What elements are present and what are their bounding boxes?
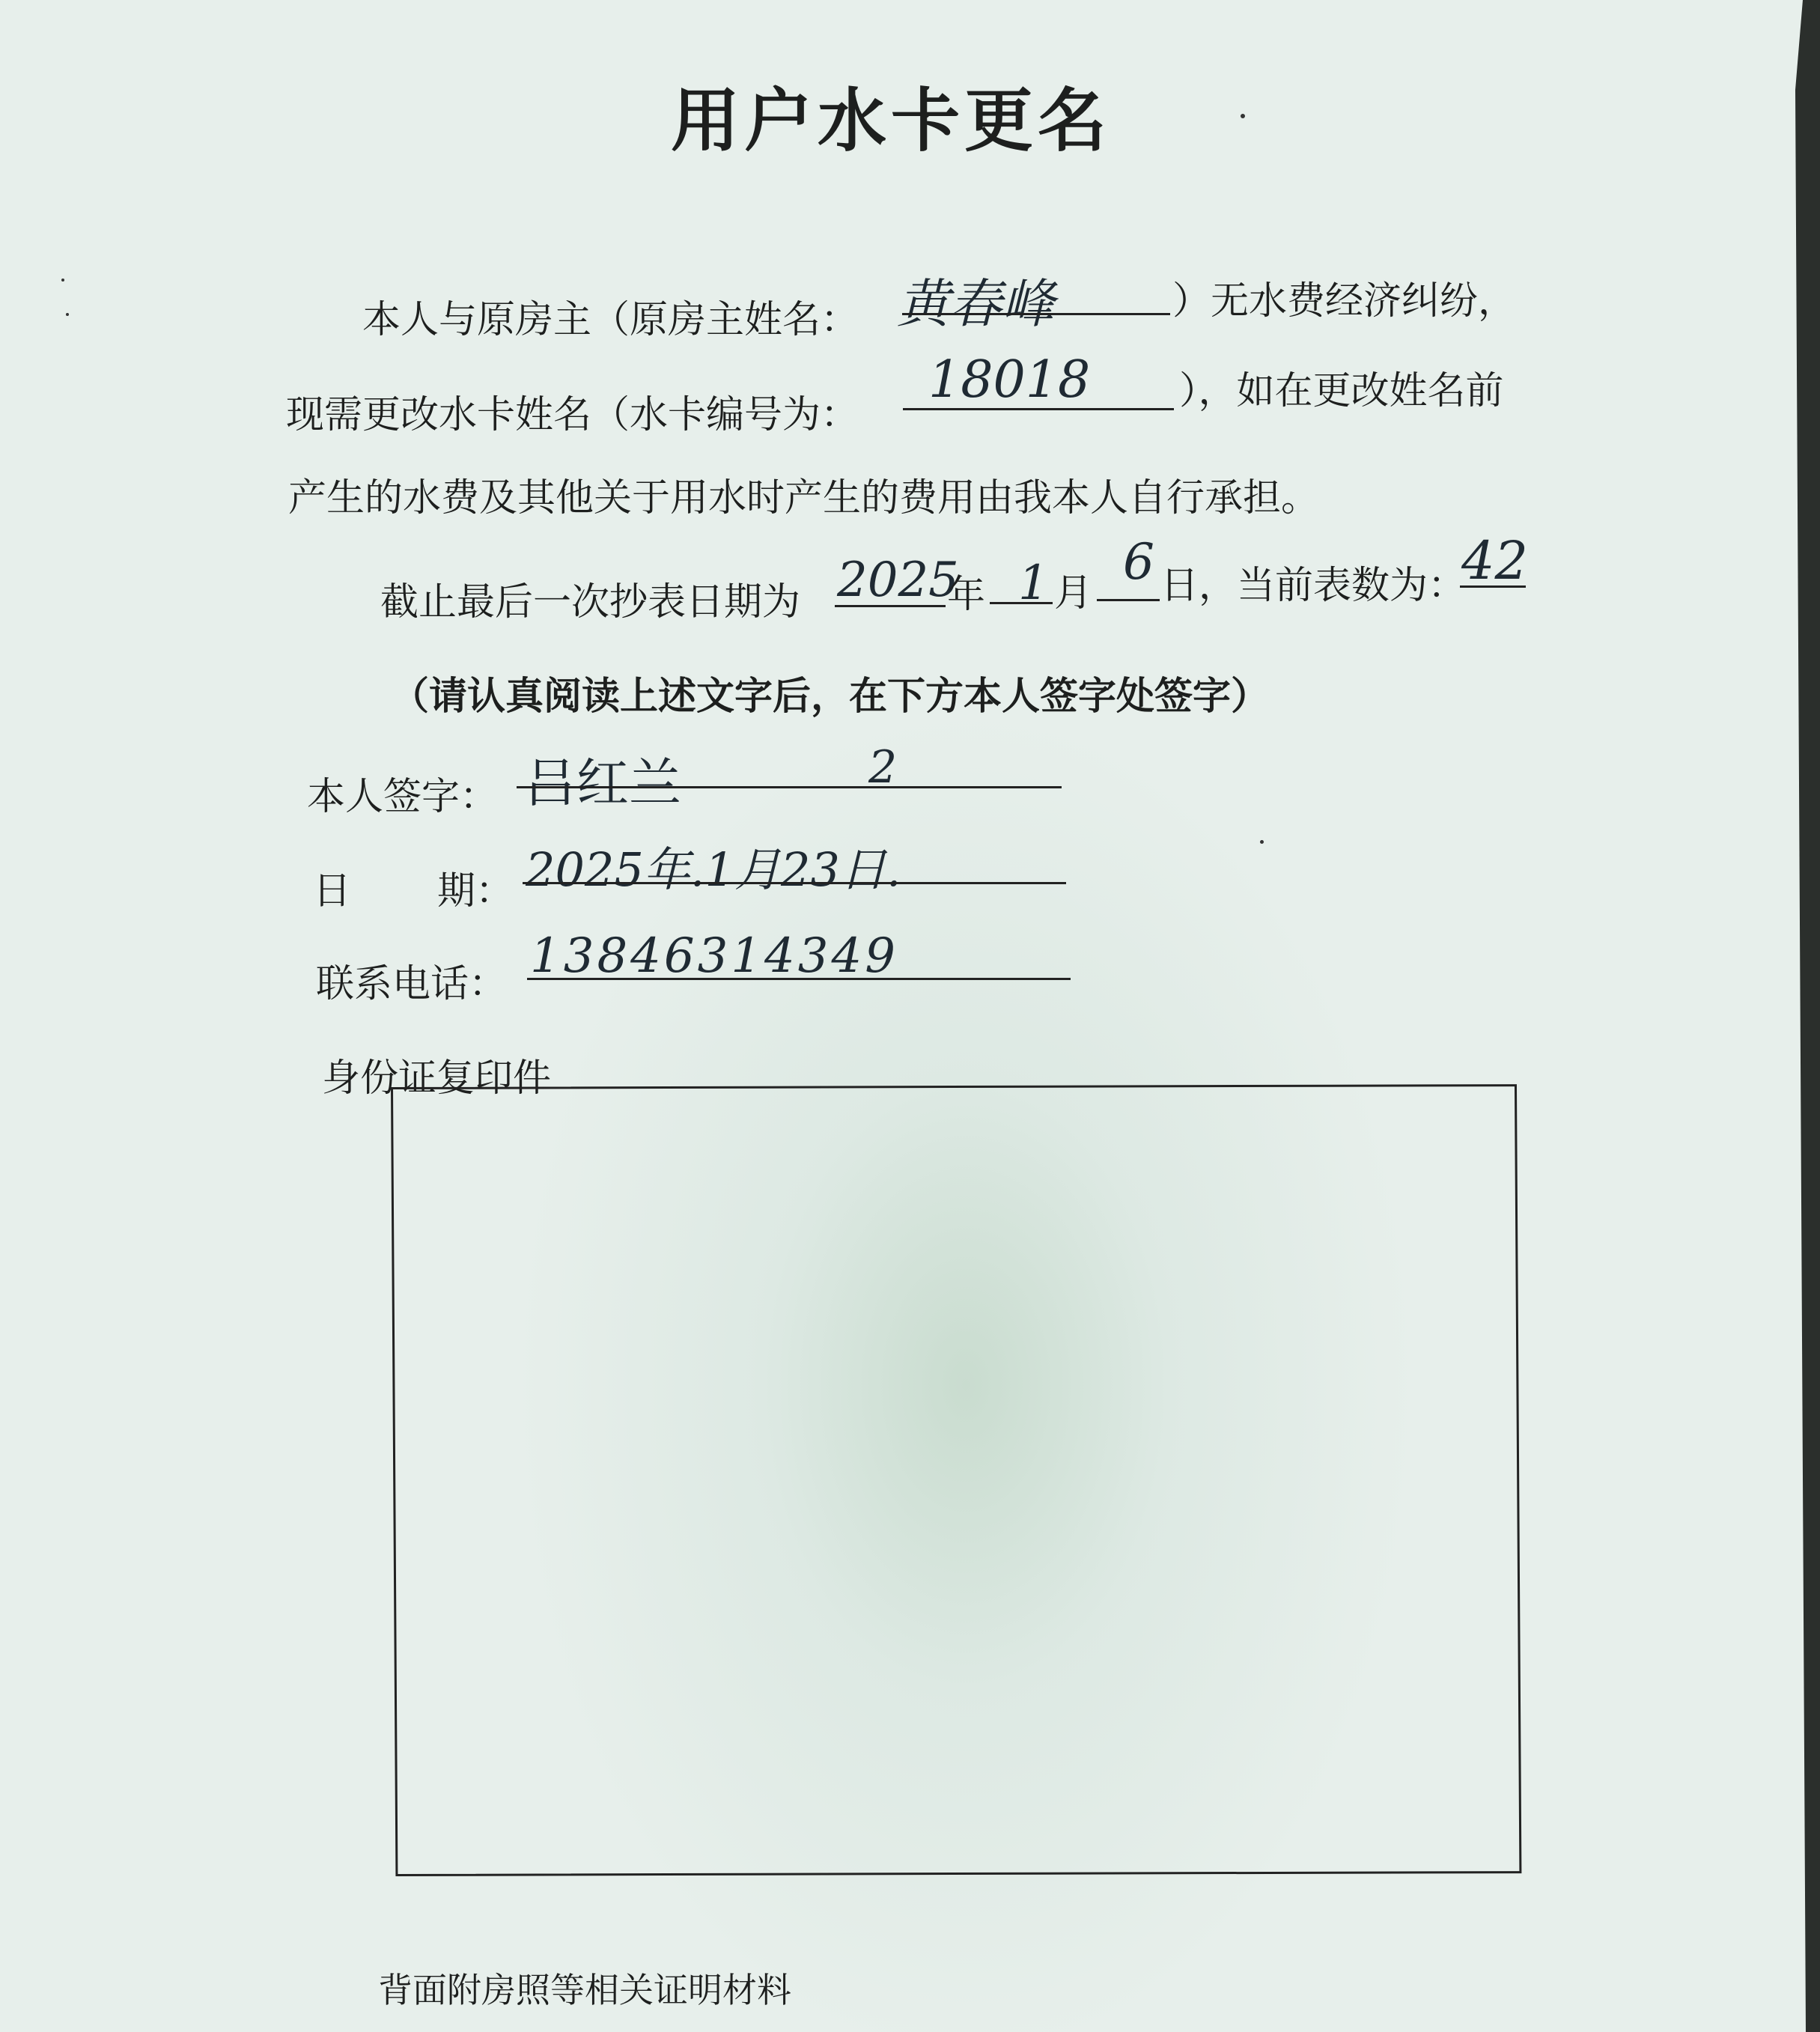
date-label-second-part: 期：: [437, 869, 514, 913]
owner-declaration-prefix: 本人与原房主（原房主姓名：: [362, 298, 859, 342]
phone-handwritten: 13846314349: [530, 928, 898, 984]
id-copy-box: [391, 1084, 1521, 1876]
page-title: 用户水卡更名: [670, 81, 1111, 161]
speck-mark: [1241, 114, 1245, 118]
meter-reading-underline: [1460, 585, 1526, 588]
meter-month-unit: 月: [1054, 571, 1093, 615]
card-number-handwritten: 18018: [928, 350, 1091, 410]
speck-mark: [61, 279, 64, 282]
card-number-prefix: 现需更改水卡姓名（水卡编号为：: [286, 393, 859, 437]
speck-mark: [1260, 840, 1264, 844]
owner-declaration-suffix: ）无水费经济纠纷，: [1172, 279, 1517, 323]
date-handwritten: 2025年.1月23日.: [526, 842, 901, 897]
responsibility-statement: 产生的水费及其他关于用水时产生的费用由我本人自行承担。: [288, 476, 1320, 520]
signature-underline: [517, 786, 1062, 788]
owner-name-handwritten: 黄春峰: [897, 273, 1054, 335]
meter-year-unit: 年: [947, 573, 986, 617]
footer-note: 背面附房照等相关证明材料: [378, 1970, 791, 2010]
meter-year-underline: [835, 605, 946, 607]
signature-label: 本人签字：: [307, 775, 499, 819]
date-underline: [523, 882, 1066, 884]
speck-mark: [66, 313, 69, 316]
owner-name-underline: [902, 313, 1170, 315]
signature-extra-mark: 2: [868, 741, 898, 794]
id-copy-label: 身份证复印件: [322, 1056, 552, 1101]
phone-underline: [527, 978, 1071, 980]
meter-date-prefix: 截止最后一次抄表日期为: [380, 580, 801, 624]
date-label-first-char: 日: [313, 869, 352, 913]
meter-year-handwritten: 2025: [837, 553, 959, 608]
meter-day-underline: [1097, 599, 1160, 601]
meter-reading-handwritten: 42: [1461, 530, 1529, 591]
meter-month-underline: [990, 602, 1053, 604]
meter-reading-label: 日，当前表数为：: [1160, 564, 1467, 608]
card-number-underline: [903, 408, 1174, 410]
signing-notice: （请认真阅读上述文字后，在下方本人签字处签字）: [391, 675, 1270, 719]
card-number-suffix: ），如在更改姓名前: [1179, 369, 1504, 413]
signature-handwritten: 吕红兰: [524, 752, 681, 814]
phone-label: 联系电话：: [316, 962, 508, 1006]
meter-day-handwritten: 6: [1123, 533, 1154, 591]
meter-month-handwritten: 1: [1018, 556, 1049, 611]
